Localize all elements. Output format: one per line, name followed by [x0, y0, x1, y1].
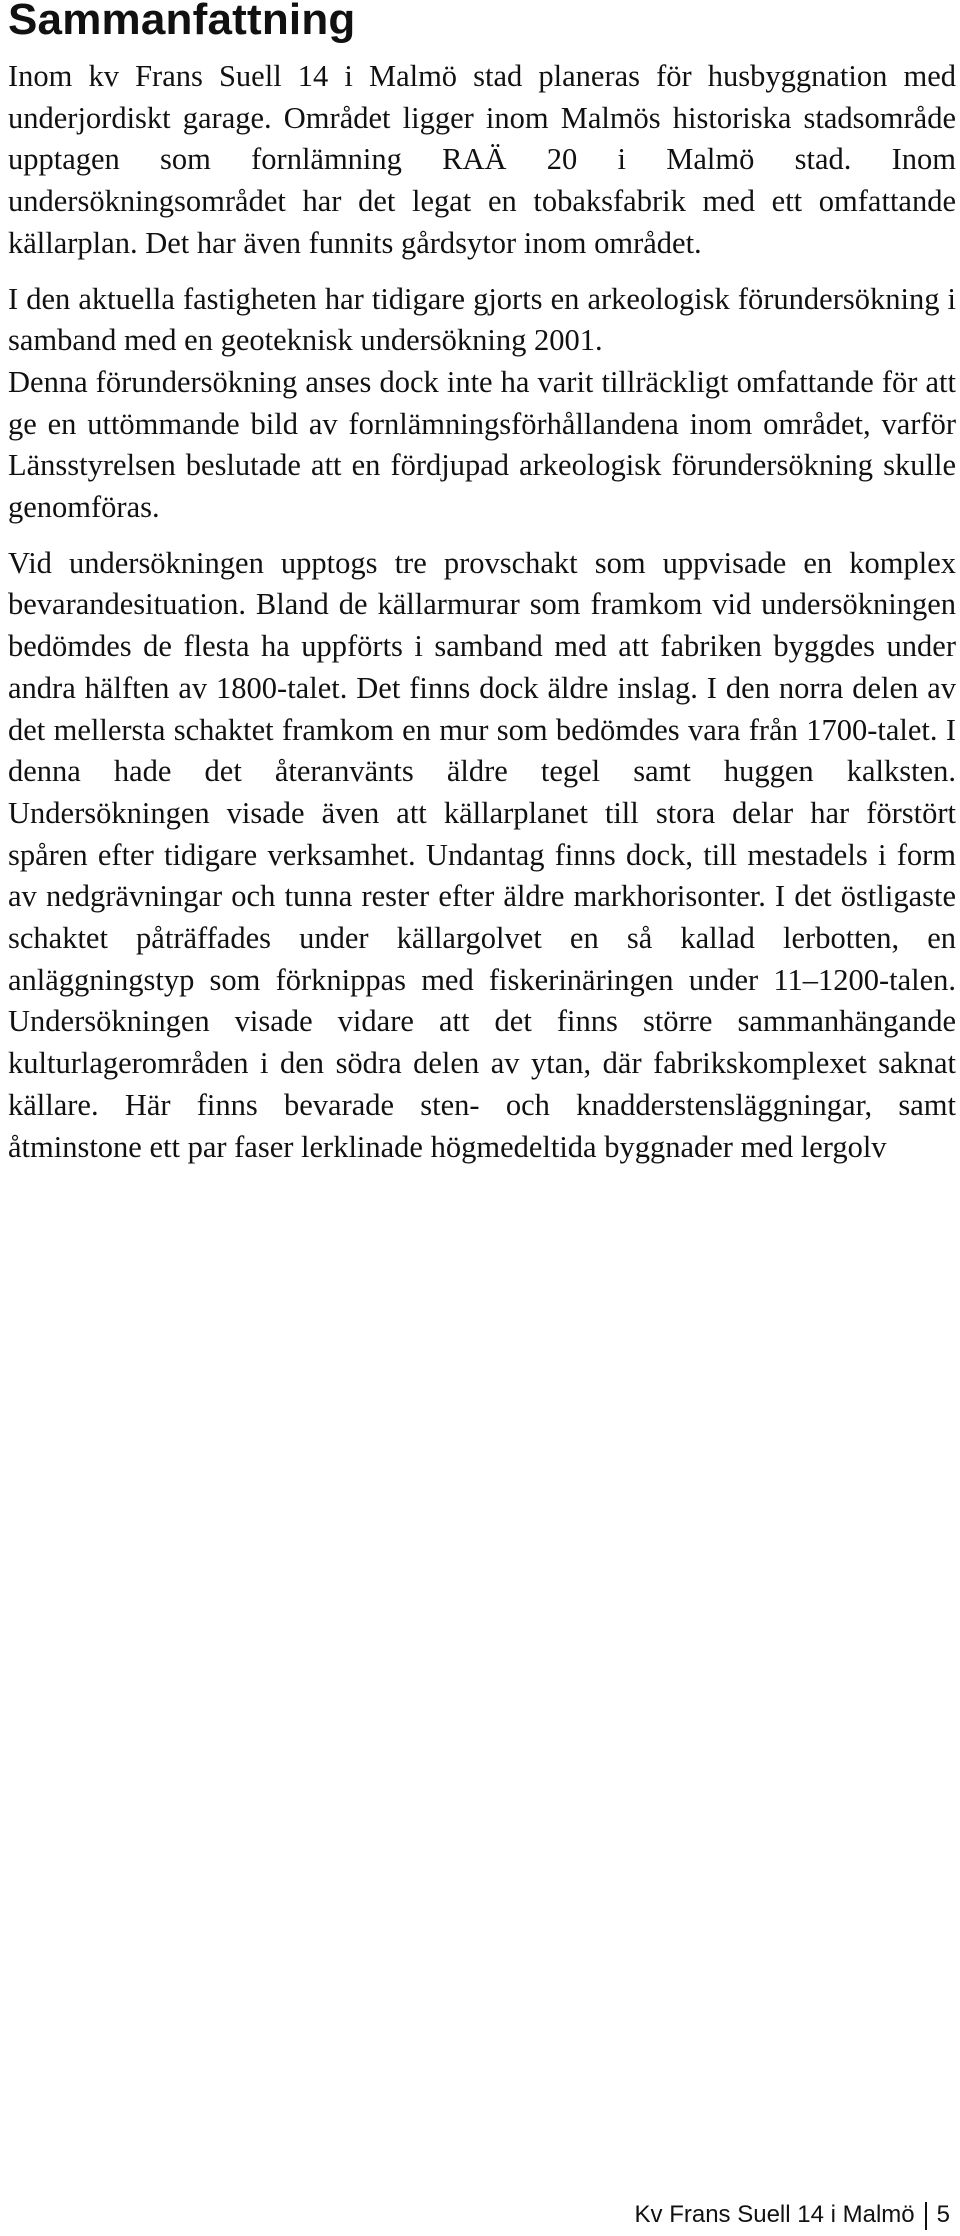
- section-heading: Sammanfattning: [8, 0, 356, 44]
- paragraph: Denna förundersökning anses dock inte ha varit tillräckligt omfattande för att ge en uttömmande bild av fornlämningsförhållandena inom området, varför Länsstyrelsen beslutade att en fördjupad arkeologisk förundersökning skulle genomföras.: [8, 364, 956, 525]
- body-text: [8, 56, 956, 1182]
- page-number: 5: [936, 2201, 950, 2229]
- footer-divider: [925, 2202, 927, 2230]
- paragraph: Inom kv Frans Suell 14 i Malmö stad planeras för husbyggnation med underjordiskt garage. Området ligger inom Malmös historiska stadsområde upptagen som fornlämning RAÄ 20 i Malmö stad. Inom undersökningsområdet har det legat en tobaksfabrik med ett omfattande källarplan. Det har även funnits gårdsytor inom området.: [8, 59, 956, 260]
- running-title: Kv Frans Suell 14 i Malmö: [634, 2201, 915, 2229]
- paragraph: Vid undersökningen upptogs tre provschakt som uppvisade en komplex bevarandesituation. Bland de källarmurar som framkom vid undersökningen bedömdes de flesta ha uppförts i samband med att fabriken byggdes under andra hälften av 1800-talet. Det finns dock äldre inslag. I den norra delen av det mellersta schaktet framkom en mur som bedömdes vara från 1700-talet. I denna hade det återanvänts äldre tegel samt huggen kalksten. Undersökningen visade även att källarplanet till stora delar har förstört spåren efter tidigare verksamhet. Undantag finns dock, till mestadels i form av nedgrävningar och tunna rester efter äldre markhorisonter. I det östligaste schaktet påträffades under källargolvet en så kallad lerbotten, en anläggningstyp som förknippas med fiskerinäringen under 11–1200-talen. Undersökningen visade vidare att det finns större sammanhängande kulturlagerområden i den södra delen av ytan, där fabrikskomplexet saknat källare. Här finns bevarade sten- och knadderstensläggningar, samt åtminstone ett par faser lerklinade högmedeltida byggnader med lergolv: [8, 545, 956, 1164]
- page-footer: [635, 2201, 950, 2230]
- paragraph: I den aktuella fastigheten har tidigare gjorts en arkeologisk förundersökning i samband med en geoteknisk undersökning 2001.: [8, 281, 956, 358]
